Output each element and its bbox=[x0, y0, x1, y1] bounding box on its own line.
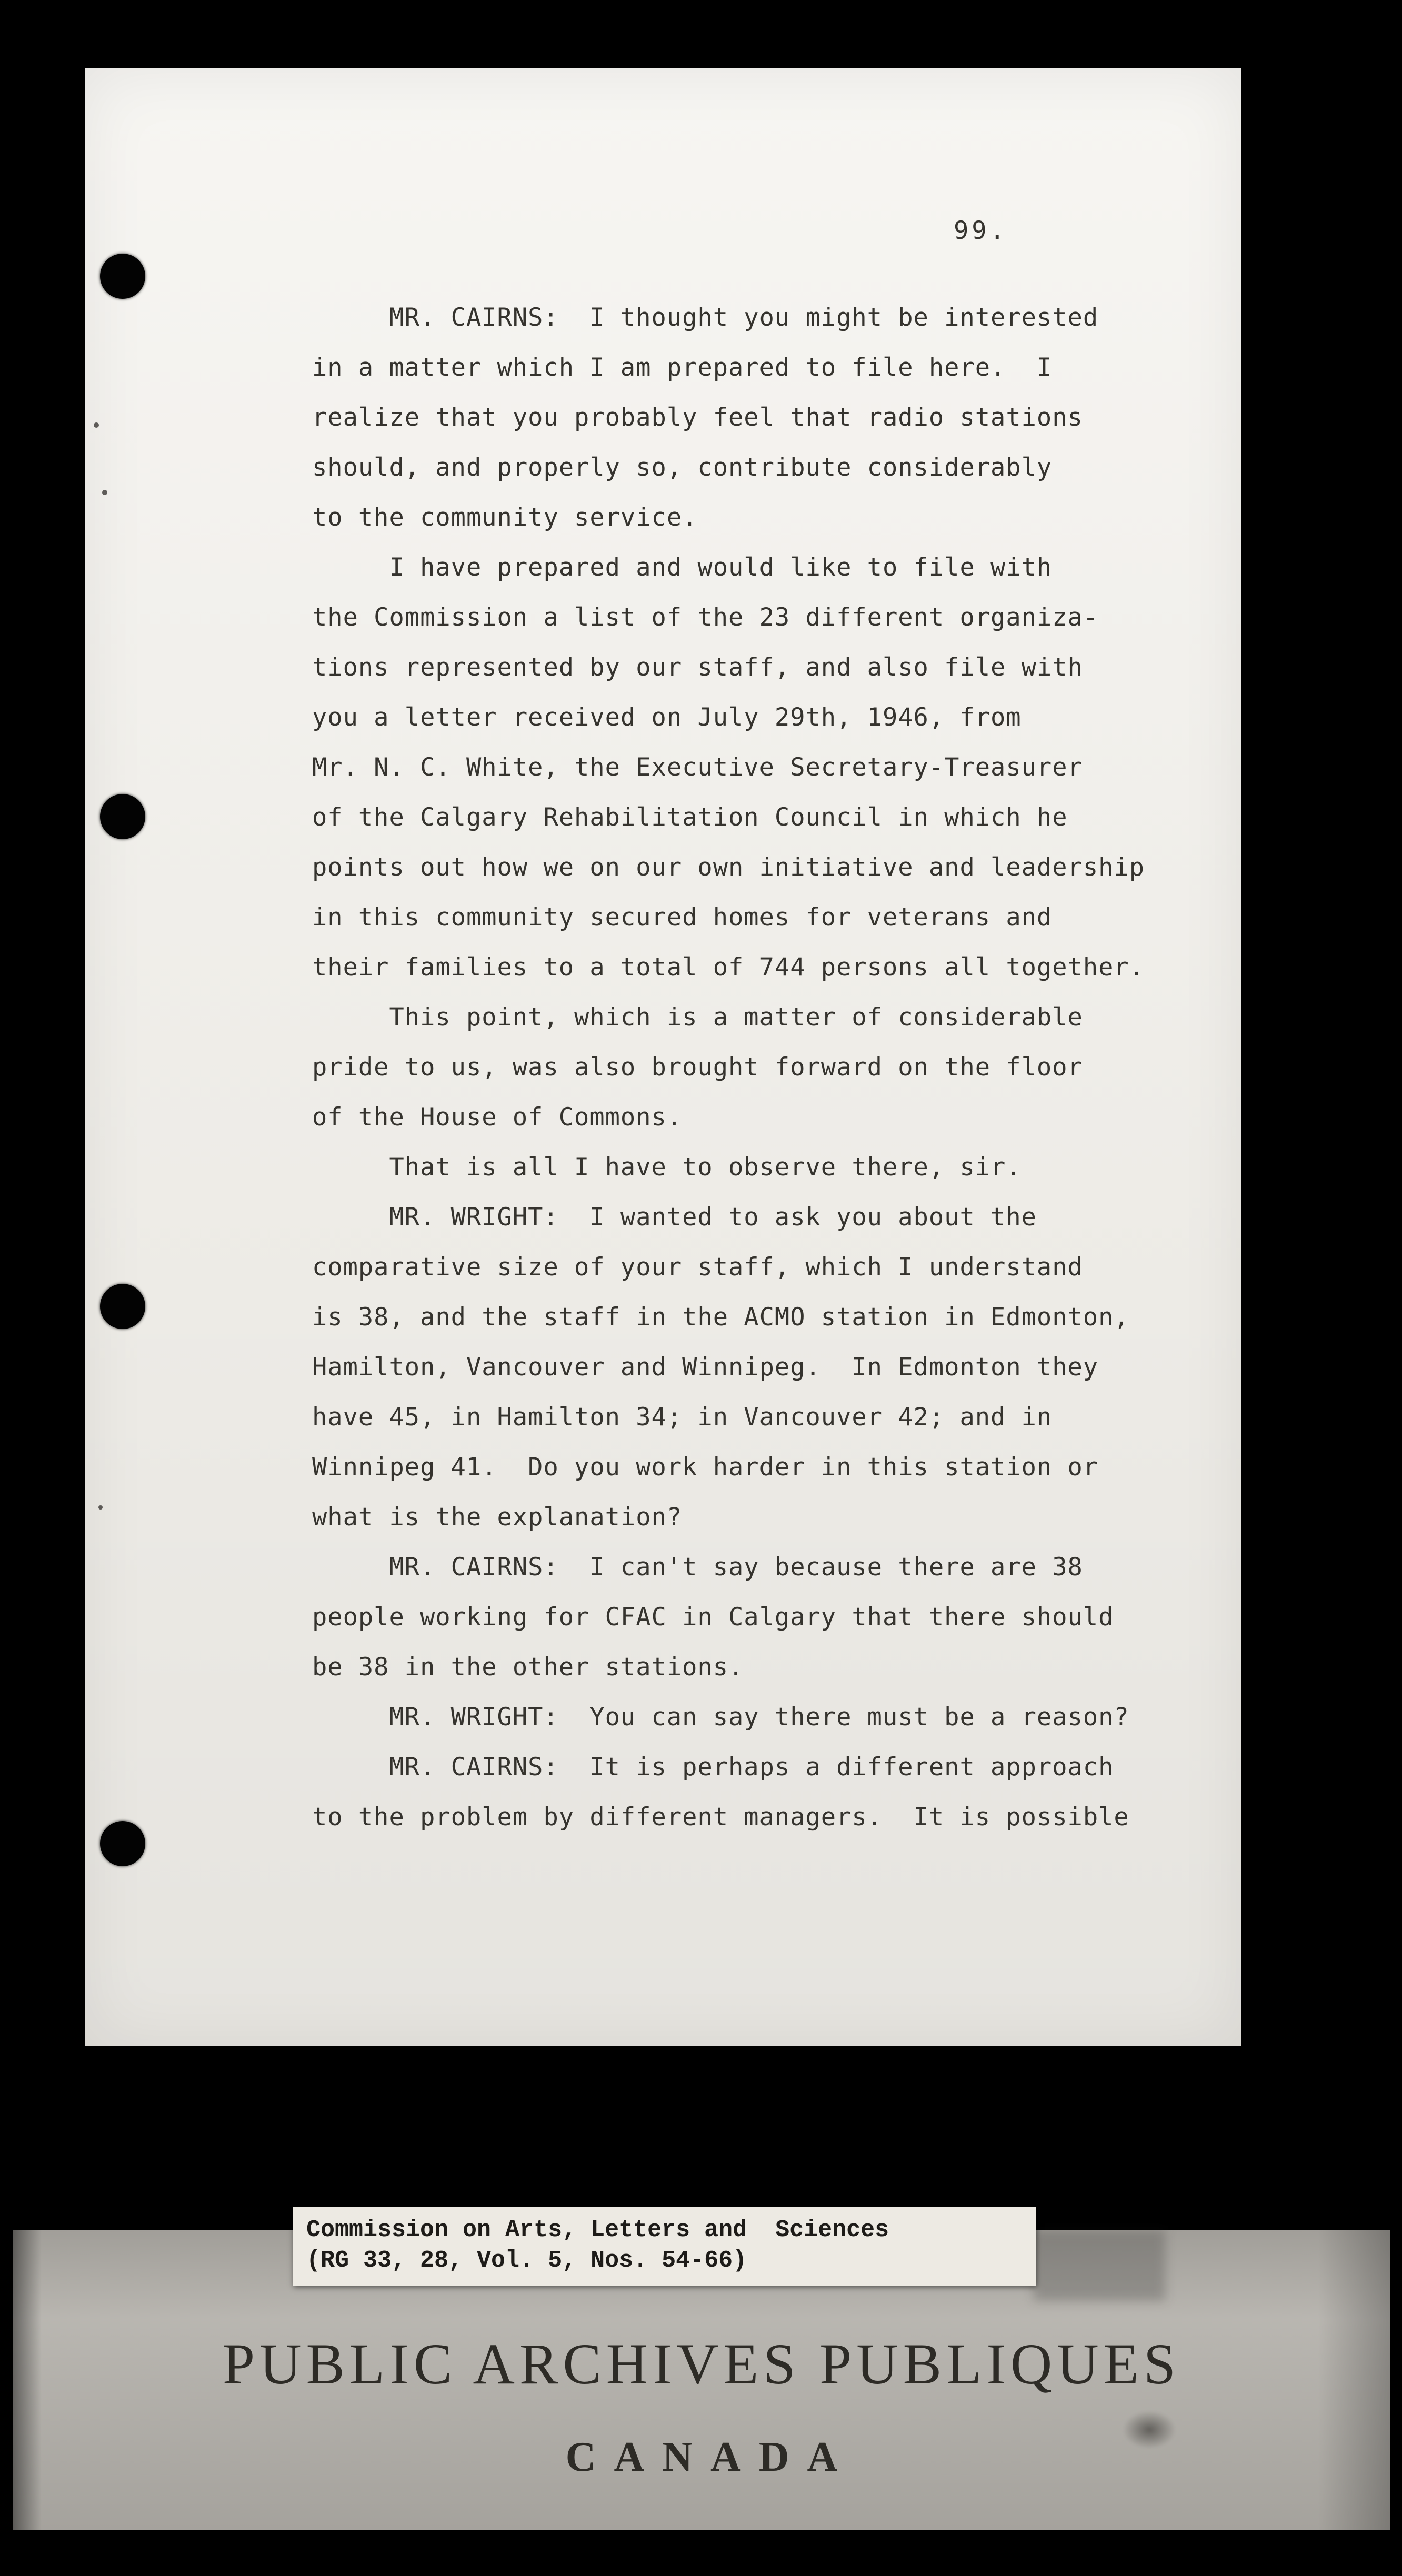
text-line: comparative size of your staff, which I understand bbox=[312, 1253, 1083, 1282]
text-line: points out how we on our own initiative and leadership bbox=[312, 853, 1145, 882]
text-line: tions represented by our staff, and also file with bbox=[312, 653, 1083, 682]
text-line: of the Calgary Rehabilitation Council in which he bbox=[312, 803, 1068, 832]
text-line: Hamilton, Vancouver and Winnipeg. In Edmonton they bbox=[312, 1353, 1099, 1382]
text-line: MR. CAIRNS: I thought you might be interested bbox=[312, 303, 1099, 332]
archives-country: CANADA bbox=[565, 2434, 856, 2480]
text-line: should, and properly so, contribute considerably bbox=[312, 453, 1053, 482]
archive-reference-label bbox=[293, 2207, 1036, 2286]
text-line: Mr. N. C. White, the Executive Secretary-Treasurer bbox=[312, 753, 1083, 782]
punch-hole-3 bbox=[100, 1284, 145, 1329]
text-line: MR. WRIGHT: You can say there must be a reason? bbox=[312, 1703, 1129, 1732]
page-number: 99. bbox=[954, 216, 1008, 245]
text-line: in this community secured homes for veterans and bbox=[312, 903, 1053, 932]
text-line: you a letter received on July 29th, 1946, from bbox=[312, 703, 1022, 732]
label-reference-number: (RG 33, 28, Vol. 5, Nos. 54-66) bbox=[306, 2247, 747, 2274]
text-line: of the House of Commons. bbox=[312, 1103, 683, 1132]
text-line: I have prepared and would like to file with bbox=[312, 553, 1053, 582]
text-line: have 45, in Hamilton 34; in Vancouver 42; and in bbox=[312, 1403, 1053, 1432]
smudge-mark bbox=[1034, 2230, 1165, 2301]
text-line: what is the explanation? bbox=[312, 1503, 683, 1532]
text-line: That is all I have to observe there, sir. bbox=[312, 1153, 1022, 1182]
text-line: This point, which is a matter of considerable bbox=[312, 1003, 1083, 1032]
text-line: to the community service. bbox=[312, 503, 698, 532]
punch-hole-4 bbox=[100, 1821, 145, 1866]
ink-speck bbox=[102, 490, 107, 495]
text-line: the Commission a list of the 23 different organiza- bbox=[312, 603, 1099, 632]
text-line: to the problem by different managers. It is possible bbox=[312, 1803, 1129, 1832]
text-line: MR. WRIGHT: I wanted to ask you about the bbox=[312, 1203, 1037, 1232]
text-line: people working for CFAC in Calgary that there should bbox=[312, 1603, 1114, 1632]
text-line: be 38 in the other stations. bbox=[312, 1653, 744, 1682]
text-line: MR. CAIRNS: I can't say because there are 38 bbox=[312, 1553, 1083, 1582]
text-line: their families to a total of 744 persons all together. bbox=[312, 953, 1145, 982]
ink-speck bbox=[98, 1505, 103, 1510]
text-line: pride to us, was also brought forward on the floor bbox=[312, 1053, 1083, 1082]
text-line: in a matter which I am prepared to file here. I bbox=[312, 353, 1053, 382]
document-page bbox=[85, 68, 1241, 2046]
label-collection-title: Commission on Arts, Letters and Sciences bbox=[306, 2217, 889, 2243]
text-line: Winnipeg 41. Do you work harder in this station or bbox=[312, 1453, 1099, 1482]
punch-hole-1 bbox=[100, 254, 145, 299]
text-line: is 38, and the staff in the ACMO station in Edmonton, bbox=[312, 1303, 1129, 1332]
ink-speck bbox=[94, 422, 99, 428]
archives-title: PUBLIC ARCHIVES PUBLIQUES bbox=[222, 2332, 1181, 2396]
text-line: MR. CAIRNS: It is perhaps a different approach bbox=[312, 1753, 1114, 1782]
text-line: realize that you probably feel that radio stations bbox=[312, 403, 1083, 432]
punch-hole-2 bbox=[100, 794, 145, 839]
typewritten-text bbox=[312, 293, 1145, 1842]
